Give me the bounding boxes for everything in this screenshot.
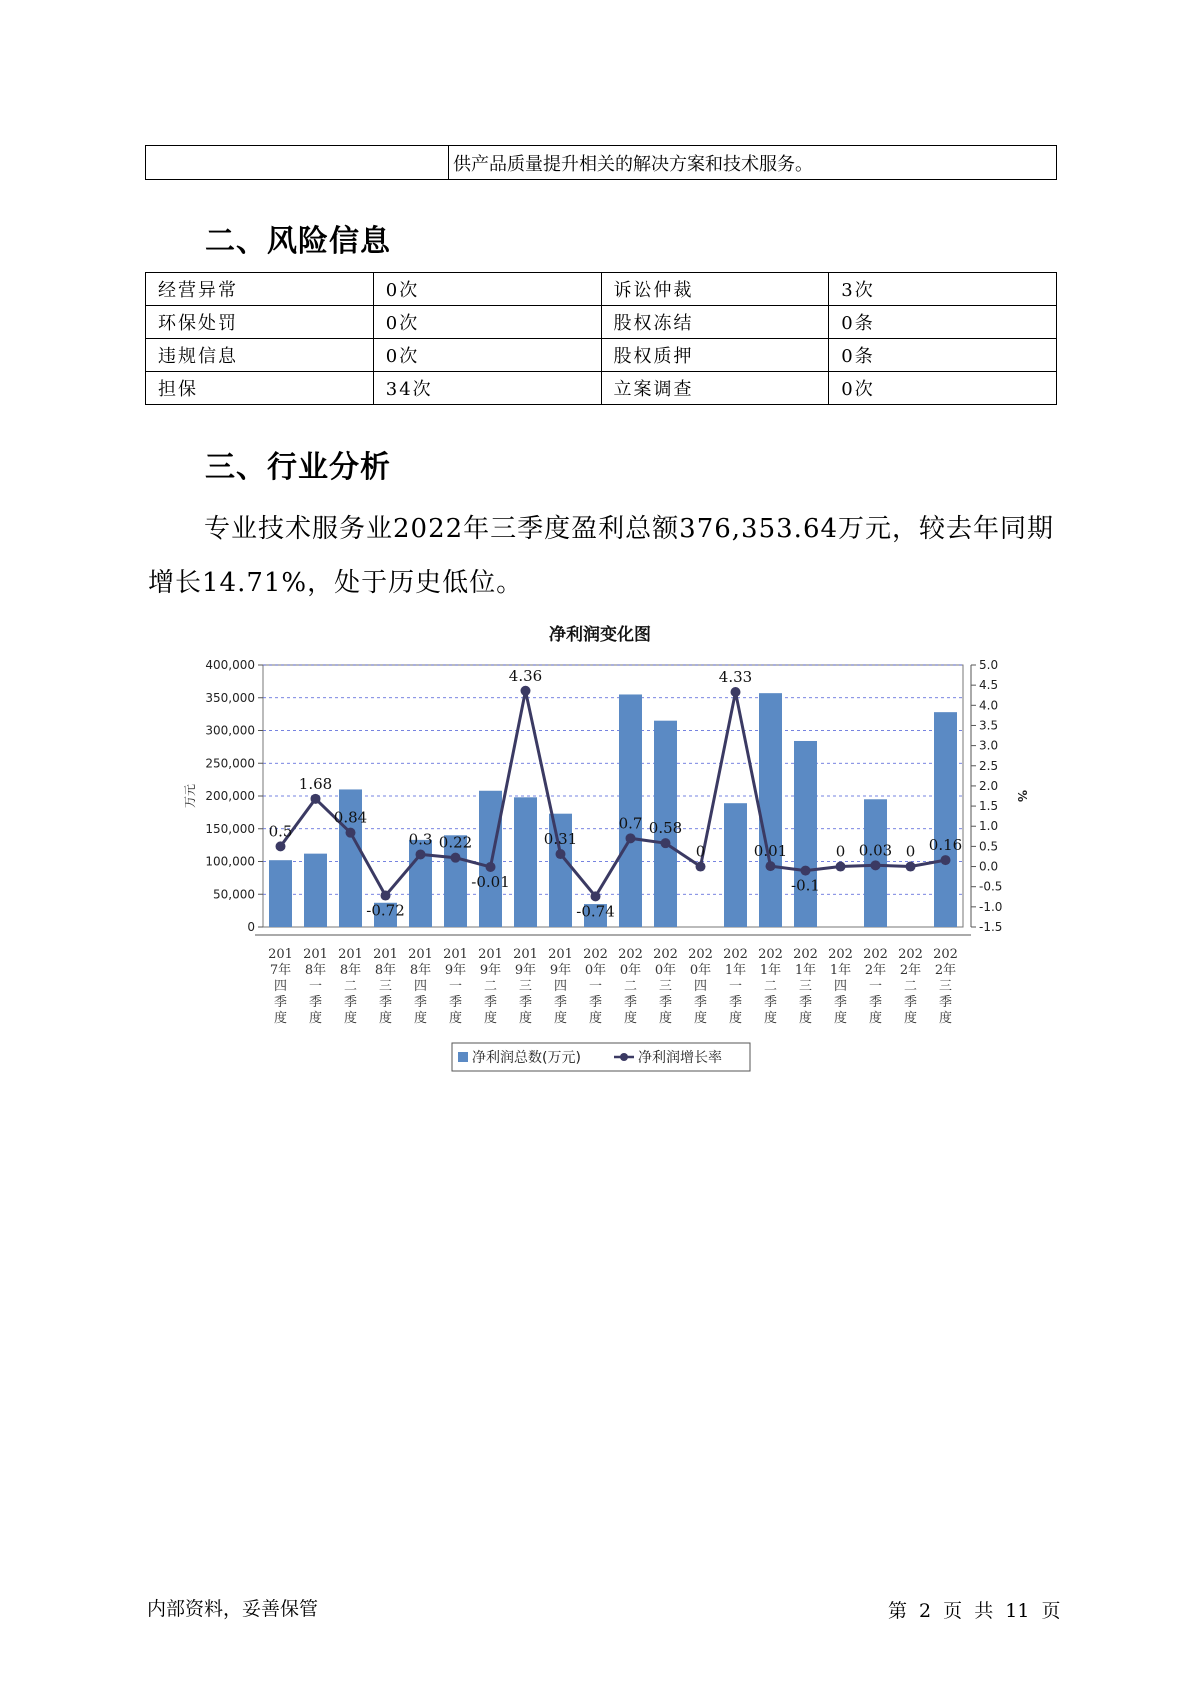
growth-point: [801, 866, 811, 876]
growth-data-label: 0: [905, 842, 916, 861]
x-tick-label: 度: [868, 1011, 883, 1026]
growth-data-label: 0: [695, 842, 706, 861]
table-cell: 担保: [146, 372, 374, 405]
x-tick-label: 202: [898, 947, 923, 962]
x-tick-label: 季: [833, 995, 848, 1010]
x-tick-label: 201: [443, 947, 468, 962]
table-cell: 34次: [373, 372, 601, 405]
growth-point: [381, 891, 391, 901]
growth-point: [486, 862, 496, 872]
x-tick-label: 202: [863, 947, 888, 962]
table-cell: 环保处罚: [146, 306, 374, 339]
x-tick-label: 8年: [409, 963, 432, 978]
x-tick-label: 四: [413, 979, 428, 994]
growth-data-label: -0.01: [471, 872, 510, 891]
y2-tick-label: -1.0: [979, 899, 1003, 914]
x-tick-label: 度: [273, 1011, 288, 1026]
x-tick-label: 1年: [759, 963, 782, 978]
x-tick-label: 度: [448, 1011, 463, 1026]
y-tick-label: 50,000: [213, 887, 255, 902]
growth-data-label: 0.3: [408, 830, 433, 849]
growth-point: [836, 862, 846, 872]
x-tick-label: 201: [548, 947, 573, 962]
growth-point: [766, 861, 776, 871]
growth-point: [661, 838, 671, 848]
y2-tick-label: 1.5: [979, 799, 999, 814]
x-tick-label: 202: [758, 947, 783, 962]
x-tick-label: 一: [588, 979, 603, 994]
growth-point: [521, 686, 531, 696]
table-cell: [146, 146, 449, 180]
table-cell: 股权冻结: [601, 306, 829, 339]
bar: [514, 797, 537, 927]
x-tick-label: 2年: [899, 963, 922, 978]
growth-point: [941, 855, 951, 865]
x-tick-label: 二: [343, 979, 358, 994]
bar: [269, 860, 292, 927]
x-tick-label: 0年: [584, 963, 607, 978]
y-tick-label: 400,000: [205, 658, 255, 672]
bar: [479, 791, 502, 927]
x-tick-label: 1年: [724, 963, 747, 978]
x-tick-label: 季: [553, 995, 568, 1010]
growth-data-label: -0.1: [791, 876, 820, 895]
x-tick-label: 度: [378, 1011, 393, 1026]
x-tick-label: 201: [408, 947, 433, 962]
x-tick-label: 三: [938, 979, 953, 994]
x-tick-label: 度: [728, 1011, 743, 1026]
x-tick-label: 一: [448, 979, 463, 994]
x-tick-label: 9年: [479, 963, 502, 978]
x-tick-label: 201: [513, 947, 538, 962]
x-tick-label: 三: [658, 979, 673, 994]
growth-point: [906, 862, 916, 872]
table-cell: 供产品质量提升相关的解决方案和技术服务。: [449, 146, 1057, 180]
x-tick-label: 四: [273, 979, 288, 994]
growth-point: [871, 860, 881, 870]
x-tick-label: 201: [338, 947, 363, 962]
growth-point: [416, 849, 426, 859]
table-row: [146, 146, 1057, 180]
risk-info-table: [145, 272, 1057, 405]
bar: [934, 712, 957, 927]
y-tick-label: 350,000: [205, 690, 255, 705]
x-tick-label: 202: [688, 947, 713, 962]
bar: [619, 694, 642, 927]
x-tick-label: 202: [828, 947, 853, 962]
x-tick-label: 季: [623, 995, 638, 1010]
growth-point: [556, 849, 566, 859]
y2-tick-label: -0.5: [979, 879, 1003, 894]
growth-data-label: 0.84: [333, 808, 368, 827]
footer-page-number: 第 2 页 共 11 页: [888, 1600, 1061, 1622]
x-tick-label: 季: [728, 995, 743, 1010]
y2-tick-label: -1.5: [979, 920, 1003, 934]
growth-data-label: 0.5: [268, 822, 293, 841]
x-tick-label: 度: [938, 1011, 953, 1026]
x-tick-label: 季: [273, 995, 288, 1010]
section-heading-risk: 二、风险信息: [205, 224, 391, 259]
y-tick-label: 250,000: [205, 756, 255, 771]
x-tick-label: 一: [308, 979, 323, 994]
y-axis-title: 万元: [183, 783, 197, 809]
x-tick-label: 8年: [339, 963, 362, 978]
x-tick-label: 季: [448, 995, 463, 1010]
net-profit-chart: [180, 618, 1030, 1078]
table-cell: 3次: [829, 273, 1057, 306]
x-tick-label: 度: [833, 1011, 848, 1026]
y-tick-label: 100,000: [205, 854, 255, 869]
x-tick-label: 二: [903, 979, 918, 994]
x-tick-label: 202: [723, 947, 748, 962]
growth-point: [276, 841, 286, 851]
legend-line-marker: [620, 1053, 628, 1061]
bar: [304, 854, 327, 927]
x-tick-label: 季: [693, 995, 708, 1010]
growth-data-label: 0.58: [648, 819, 683, 838]
x-tick-label: 1年: [829, 963, 852, 978]
y2-tick-label: 2.5: [979, 758, 999, 773]
table-cell: 0条: [829, 306, 1057, 339]
bar: [794, 741, 817, 927]
growth-data-label: 0.16: [928, 836, 963, 855]
growth-point: [731, 687, 741, 697]
x-tick-label: 二: [483, 979, 498, 994]
growth-data-label: 0.03: [858, 841, 893, 860]
y2-tick-label: 0.0: [979, 859, 999, 874]
table-cell: 股权质押: [601, 339, 829, 372]
y-tick-label: 150,000: [205, 821, 255, 836]
x-tick-label: 1年: [794, 963, 817, 978]
table-cell: 0次: [373, 306, 601, 339]
x-tick-label: 度: [623, 1011, 638, 1026]
table-cell: 经营异常: [146, 273, 374, 306]
y2-tick-label: 1.0: [979, 819, 999, 834]
legend-bar-label: 净利润总数(万元): [472, 1050, 581, 1066]
growth-point: [346, 828, 356, 838]
legend-line-label: 净利润增长率: [638, 1050, 722, 1066]
x-tick-label: 7年: [269, 963, 292, 978]
growth-point: [311, 794, 321, 804]
x-tick-label: 度: [903, 1011, 918, 1026]
y-tick-label: 0: [247, 920, 255, 934]
table-cell: 0次: [829, 372, 1057, 405]
y-tick-label: 200,000: [205, 789, 255, 803]
x-tick-label: 三: [378, 979, 393, 994]
x-tick-label: 度: [798, 1011, 813, 1026]
growth-data-label: -0.72: [366, 901, 405, 920]
table-cell: 0次: [373, 339, 601, 372]
x-tick-label: 一: [728, 979, 743, 994]
growth-data-label: 0: [835, 842, 846, 861]
growth-data-label: 1.68: [298, 774, 333, 793]
growth-data-label: 4.36: [508, 666, 543, 685]
table-row: [146, 339, 1057, 372]
x-tick-label: 9年: [514, 963, 537, 978]
bar: [724, 803, 747, 927]
x-tick-label: 二: [623, 979, 638, 994]
x-tick-label: 9年: [549, 963, 572, 978]
y2-tick-label: 0.5: [979, 839, 999, 854]
growth-data-label: 0.01: [753, 842, 788, 861]
x-tick-label: 季: [938, 995, 953, 1010]
growth-data-label: 0.31: [543, 830, 578, 849]
x-tick-label: 度: [343, 1011, 358, 1026]
x-tick-label: 0年: [654, 963, 677, 978]
x-tick-label: 度: [553, 1011, 568, 1026]
x-tick-label: 季: [658, 995, 673, 1010]
x-tick-label: 季: [413, 995, 428, 1010]
x-tick-label: 季: [483, 995, 498, 1010]
growth-data-label: -0.74: [576, 902, 615, 921]
x-tick-label: 四: [693, 979, 708, 994]
chart-title: 净利润变化图: [549, 625, 651, 645]
x-tick-label: 季: [763, 995, 778, 1010]
x-tick-label: 度: [413, 1011, 428, 1026]
section-heading-industry: 三、行业分析: [205, 450, 391, 485]
table-row: [146, 273, 1057, 306]
x-tick-label: 度: [483, 1011, 498, 1026]
x-tick-label: 二: [763, 979, 778, 994]
growth-data-label: 0.22: [438, 833, 473, 852]
x-tick-label: 度: [588, 1011, 603, 1026]
bar: [759, 693, 782, 927]
x-tick-label: 0年: [619, 963, 642, 978]
footer-confidential: 内部资料，妥善保管: [147, 1598, 319, 1620]
x-tick-label: 季: [518, 995, 533, 1010]
x-tick-label: 季: [343, 995, 358, 1010]
paragraph-line: 增长14.71%，处于历史低位。: [148, 568, 524, 598]
y2-axis-title: %: [1015, 789, 1029, 803]
table-cell: 0条: [829, 339, 1057, 372]
table-row: [146, 372, 1057, 405]
y2-tick-label: 4.5: [979, 678, 999, 693]
x-tick-label: 201: [373, 947, 398, 962]
growth-point: [451, 853, 461, 863]
x-tick-label: 一: [868, 979, 883, 994]
y2-tick-label: 3.0: [979, 738, 999, 753]
x-tick-label: 202: [583, 947, 608, 962]
x-tick-label: 季: [308, 995, 323, 1010]
x-tick-label: 三: [798, 979, 813, 994]
product-info-table: [145, 145, 1057, 180]
table-cell: 立案调查: [601, 372, 829, 405]
table-cell: 违规信息: [146, 339, 374, 372]
industry-paragraph: [148, 502, 1060, 610]
growth-data-label: 4.33: [718, 668, 753, 687]
x-tick-label: 202: [793, 947, 818, 962]
y2-tick-label: 3.5: [979, 718, 999, 733]
growth-point: [626, 833, 636, 843]
table-cell: 诉讼仲裁: [601, 273, 829, 306]
x-tick-label: 三: [518, 979, 533, 994]
y2-tick-label: 5.0: [979, 658, 999, 672]
x-tick-label: 度: [658, 1011, 673, 1026]
x-tick-label: 2年: [934, 963, 957, 978]
x-tick-label: 2年: [864, 963, 887, 978]
x-tick-label: 季: [378, 995, 393, 1010]
x-tick-label: 201: [303, 947, 328, 962]
paragraph-text: 专业技术服务业2022年三季度盈利总额376,353.64万元，较去年同期: [204, 514, 1055, 544]
x-tick-label: 8年: [374, 963, 397, 978]
growth-data-label: 0.7: [618, 814, 643, 833]
x-tick-label: 202: [933, 947, 958, 962]
x-tick-label: 度: [308, 1011, 323, 1026]
x-tick-label: 202: [653, 947, 678, 962]
y2-tick-label: 4.0: [979, 698, 999, 713]
table-row: [146, 306, 1057, 339]
x-tick-label: 季: [588, 995, 603, 1010]
x-tick-label: 201: [268, 947, 293, 962]
x-tick-label: 201: [478, 947, 503, 962]
x-tick-label: 季: [798, 995, 813, 1010]
legend-bar-swatch: [458, 1052, 468, 1062]
x-tick-label: 季: [868, 995, 883, 1010]
paragraph-line: [148, 502, 1060, 556]
x-tick-label: 0年: [689, 963, 712, 978]
x-tick-label: 四: [553, 979, 568, 994]
growth-point: [591, 891, 601, 901]
y2-tick-label: 2.0: [979, 778, 999, 793]
x-tick-label: 8年: [304, 963, 327, 978]
x-tick-label: 202: [618, 947, 643, 962]
table-cell: 0次: [373, 273, 601, 306]
x-tick-label: 季: [903, 995, 918, 1010]
x-tick-label: 四: [833, 979, 848, 994]
x-tick-label: 度: [693, 1011, 708, 1026]
x-tick-label: 度: [518, 1011, 533, 1026]
x-tick-label: 9年: [444, 963, 467, 978]
y-tick-label: 300,000: [205, 723, 255, 738]
x-tick-label: 度: [763, 1011, 778, 1026]
growth-point: [696, 862, 706, 872]
